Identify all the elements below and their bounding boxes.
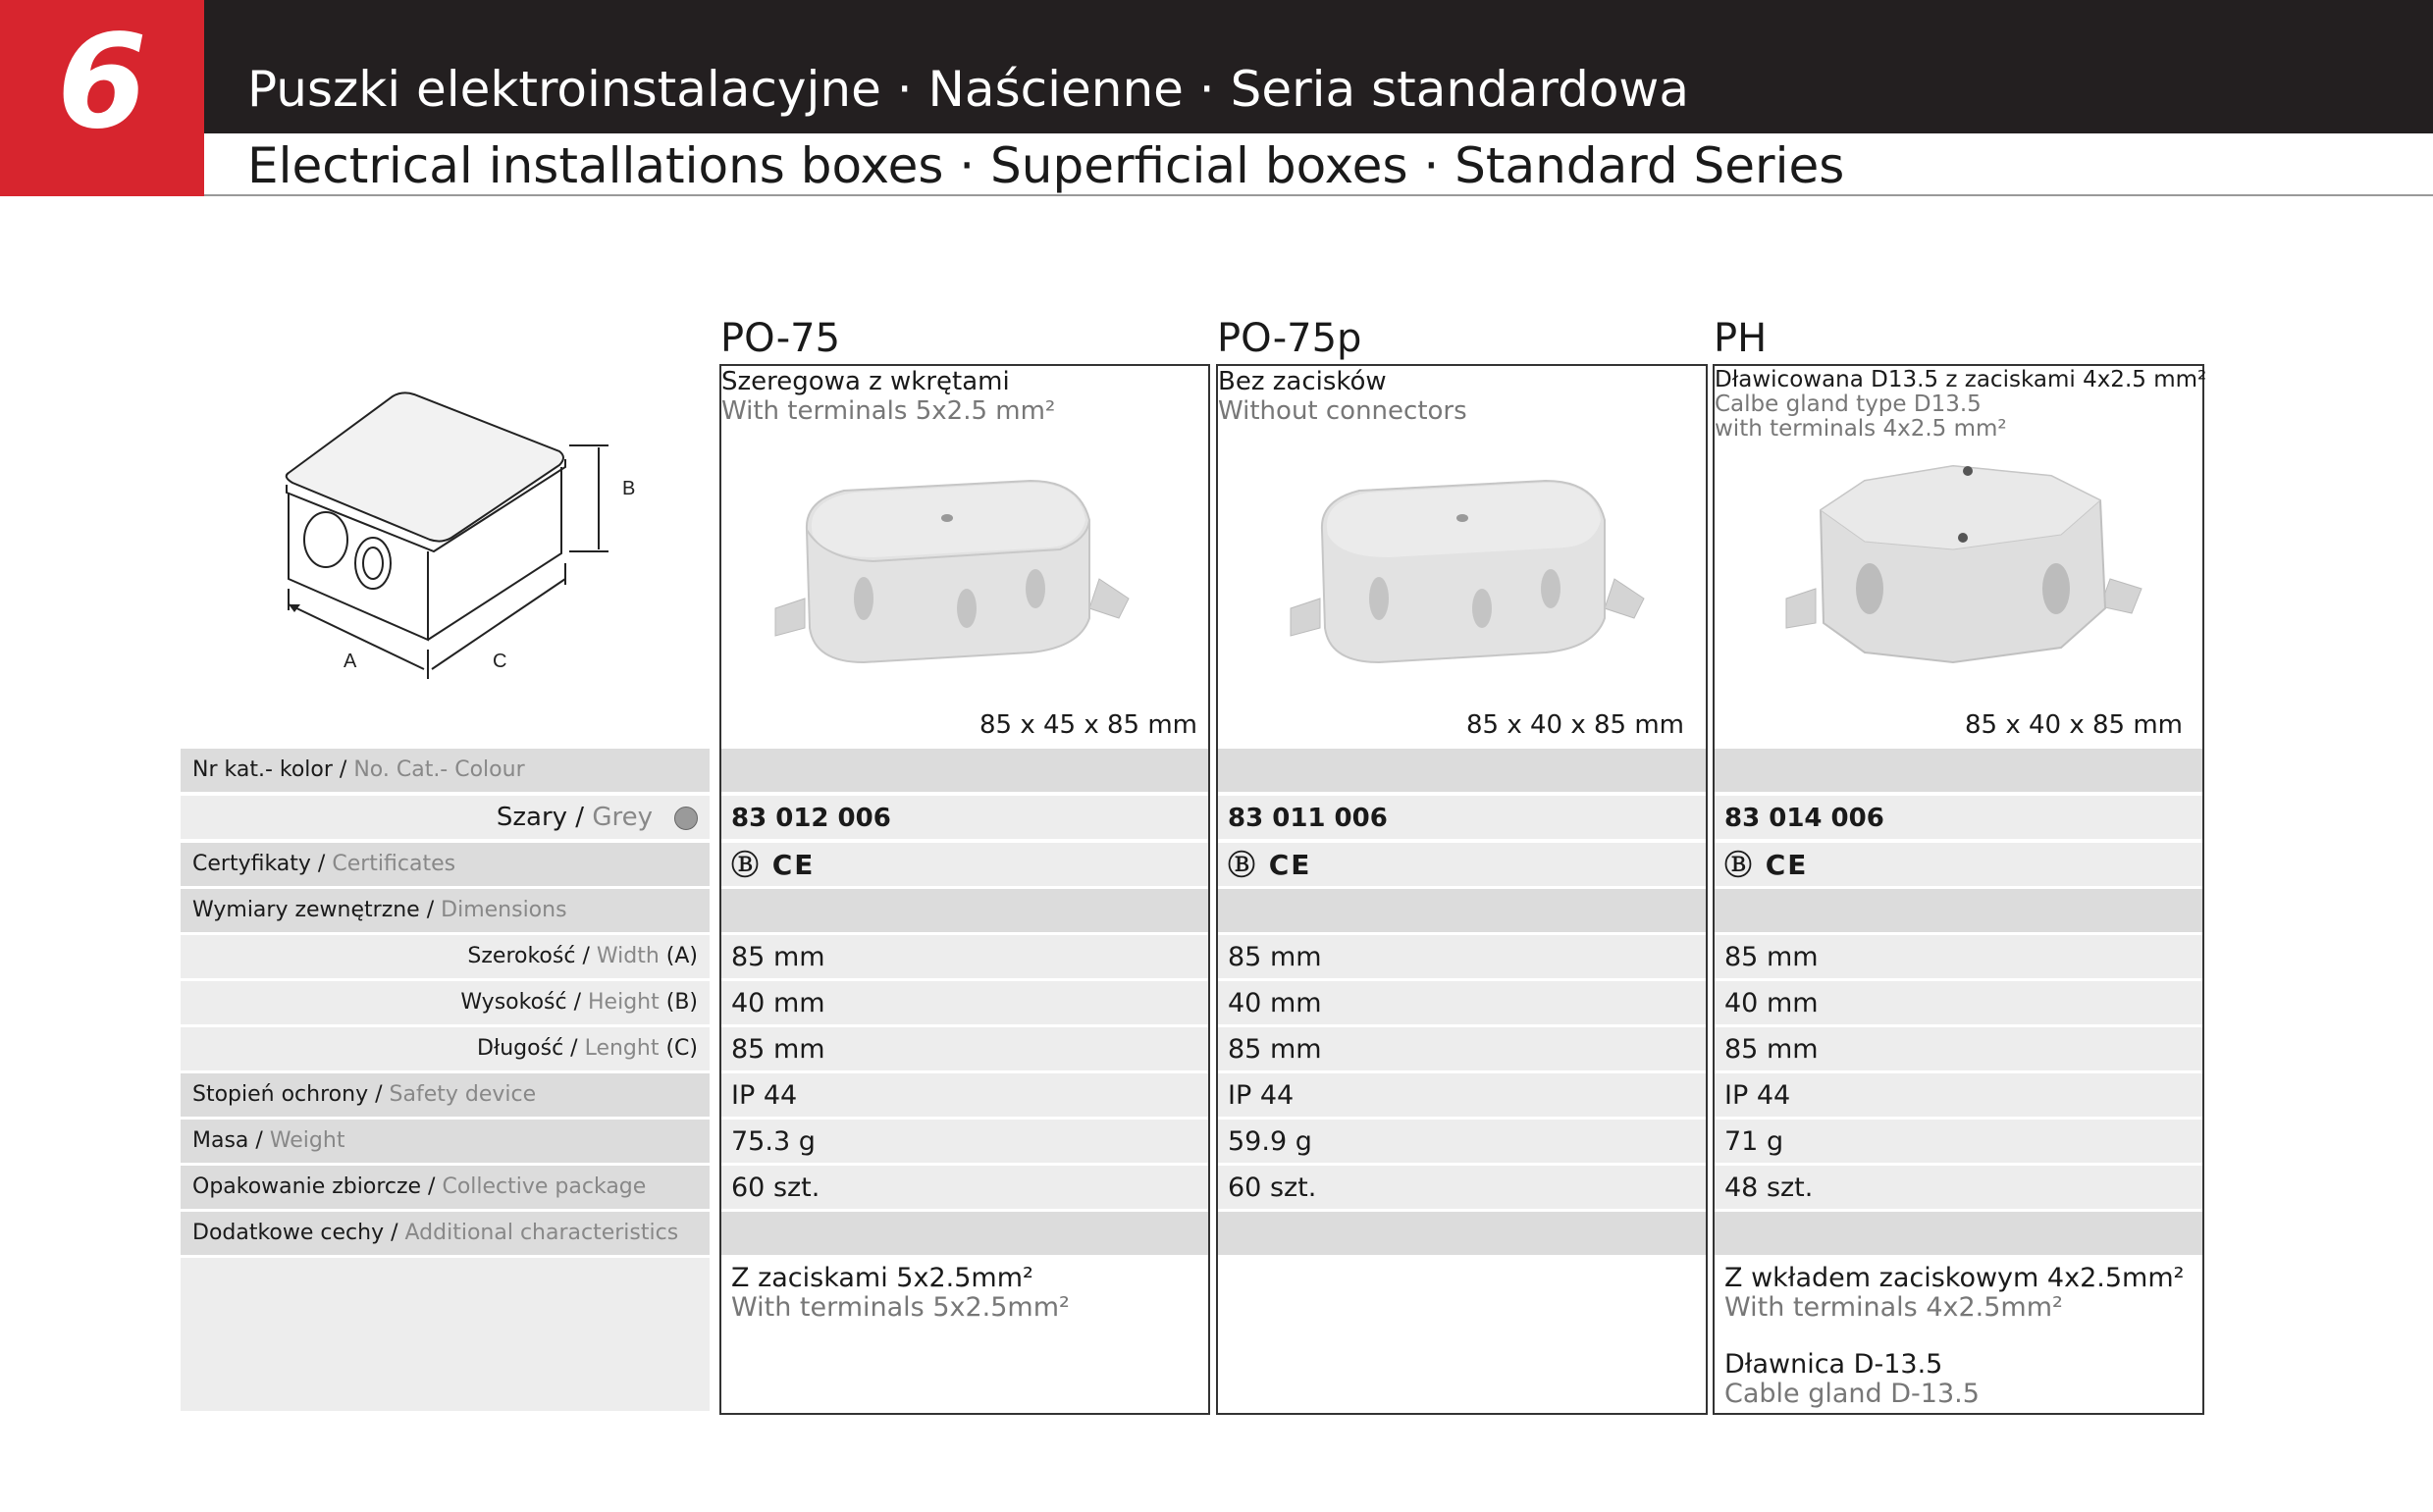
cell-height: 40 mm	[1715, 981, 2202, 1024]
product-name: PO-75p	[1217, 316, 1362, 361]
product-image-po75	[766, 461, 1138, 687]
row-label-certificates: Certyfikaty / Certificates	[181, 843, 710, 886]
product-name: PH	[1714, 316, 1768, 361]
product-description	[1715, 368, 2206, 442]
cell-certificates: Ⓑ CE	[1218, 843, 1706, 886]
chapter-number: 6	[57, 7, 147, 158]
product-size: 85 x 40 x 85 mm	[1964, 710, 2183, 740]
cell-package: 60 szt.	[721, 1166, 1208, 1209]
cell-catalog-number: 83 014 006	[1715, 796, 2202, 839]
cell-certificates: Ⓑ CE	[721, 843, 1208, 886]
product-description	[721, 367, 1055, 426]
cell-blank	[1715, 1212, 2202, 1255]
description-en-2: with terminals 4x2.5 mm²	[1715, 416, 2007, 442]
row-label-height: Wysokość / Height (B)	[181, 981, 710, 1024]
product-image-ph	[1776, 451, 2149, 687]
page-title-pl: Puszki elektroinstalacyjne · Naścienne · Seria standardowa	[247, 61, 1689, 118]
cell-blank	[721, 749, 1208, 792]
description-pl: Bez zacisków	[1218, 367, 1387, 396]
note-en-2: Cable gland D-13.5	[1724, 1379, 1980, 1409]
cell-length: 85 mm	[1715, 1027, 2202, 1070]
row-label-weight: Masa / Weight	[181, 1120, 710, 1163]
note-en: With terminals 4x2.5mm²	[1724, 1292, 2063, 1323]
cell-height: 40 mm	[721, 981, 1208, 1024]
cell-length: 85 mm	[1218, 1027, 1706, 1070]
description-en: Without connectors	[1218, 396, 1467, 426]
cell-blank	[1218, 1212, 1706, 1255]
description-pl: Szeregowa z wkrętami	[721, 367, 1010, 396]
dimension-diagram	[275, 383, 648, 697]
cell-package: 48 szt.	[1715, 1166, 2202, 1209]
cell-width: 85 mm	[721, 935, 1208, 978]
cell-package: 60 szt.	[1218, 1166, 1706, 1209]
row-label-ip: Stopień ochrony / Safety device	[181, 1073, 710, 1117]
row-label-dimensions: Wymiary zewnętrzne / Dimensions	[181, 889, 710, 932]
cell-blank	[721, 1212, 1208, 1255]
cell-weight: 75.3 g	[721, 1120, 1208, 1163]
header-divider	[204, 194, 2433, 196]
cell-certificates: Ⓑ CE	[1715, 843, 2202, 886]
product-size: 85 x 40 x 85 mm	[1465, 710, 1684, 740]
cell-blank	[721, 889, 1208, 932]
cell-width: 85 mm	[1715, 935, 2202, 978]
cell-blank	[1218, 749, 1706, 792]
cell-catalog-number: 83 011 006	[1218, 796, 1706, 839]
product-size: 85 x 45 x 85 mm	[978, 710, 1197, 740]
product-name: PO-75	[720, 316, 841, 361]
row-label-package: Opakowanie zbiorcze / Collective package	[181, 1166, 710, 1209]
row-label-additional-body	[181, 1258, 710, 1411]
cell-length: 85 mm	[721, 1027, 1208, 1070]
cell-blank	[1218, 889, 1706, 932]
product-description	[1218, 367, 1467, 426]
cell-catalog-number: 83 012 006	[721, 796, 1208, 839]
cell-height: 40 mm	[1218, 981, 1706, 1024]
diagram-label-b: B	[622, 478, 636, 499]
note-pl: Z zaciskami 5x2.5mm²	[731, 1263, 1033, 1293]
cell-blank	[1715, 749, 2202, 792]
note-en: With terminals 5x2.5mm²	[731, 1292, 1070, 1323]
cell-weight: 59.9 g	[1218, 1120, 1706, 1163]
row-label-width: Szerokość / Width (A)	[181, 935, 710, 978]
cell-weight: 71 g	[1715, 1120, 2202, 1163]
description-en: Calbe gland type D13.5	[1715, 391, 1982, 417]
row-label-catalog: Nr kat.- kolor / No. Cat.- Colour	[181, 749, 710, 792]
cell-additional-notes	[731, 1264, 1202, 1323]
diagram-label-c: C	[493, 651, 507, 672]
row-label-additional: Dodatkowe cechy / Additional characteristics	[181, 1212, 710, 1255]
cell-ip: IP 44	[721, 1073, 1208, 1117]
description-pl: Dławicowana D13.5 z zaciskami 4x2.5 mm²	[1715, 367, 2207, 392]
cell-blank	[1715, 889, 2202, 932]
cell-additional-notes	[1724, 1264, 2195, 1409]
cell-ip: IP 44	[1218, 1073, 1706, 1117]
row-label-length: Długość / Lenght (C)	[181, 1027, 710, 1070]
description-en: With terminals 5x2.5 mm²	[721, 396, 1056, 426]
cell-ip: IP 44	[1715, 1073, 2202, 1117]
product-image-po75p	[1281, 461, 1654, 687]
page-title-en: Electrical installations boxes · Superficial boxes · Standard Series	[247, 137, 1845, 194]
diagram-label-a: A	[344, 651, 357, 672]
row-label-colour: Szary / Grey	[181, 796, 710, 839]
note-pl: Z wkładem zaciskowym 4x2.5mm²	[1724, 1263, 2185, 1293]
note-pl-2: Dławnica D-13.5	[1724, 1349, 1943, 1380]
cell-width: 85 mm	[1218, 935, 1706, 978]
grey-colour-swatch	[674, 807, 698, 830]
